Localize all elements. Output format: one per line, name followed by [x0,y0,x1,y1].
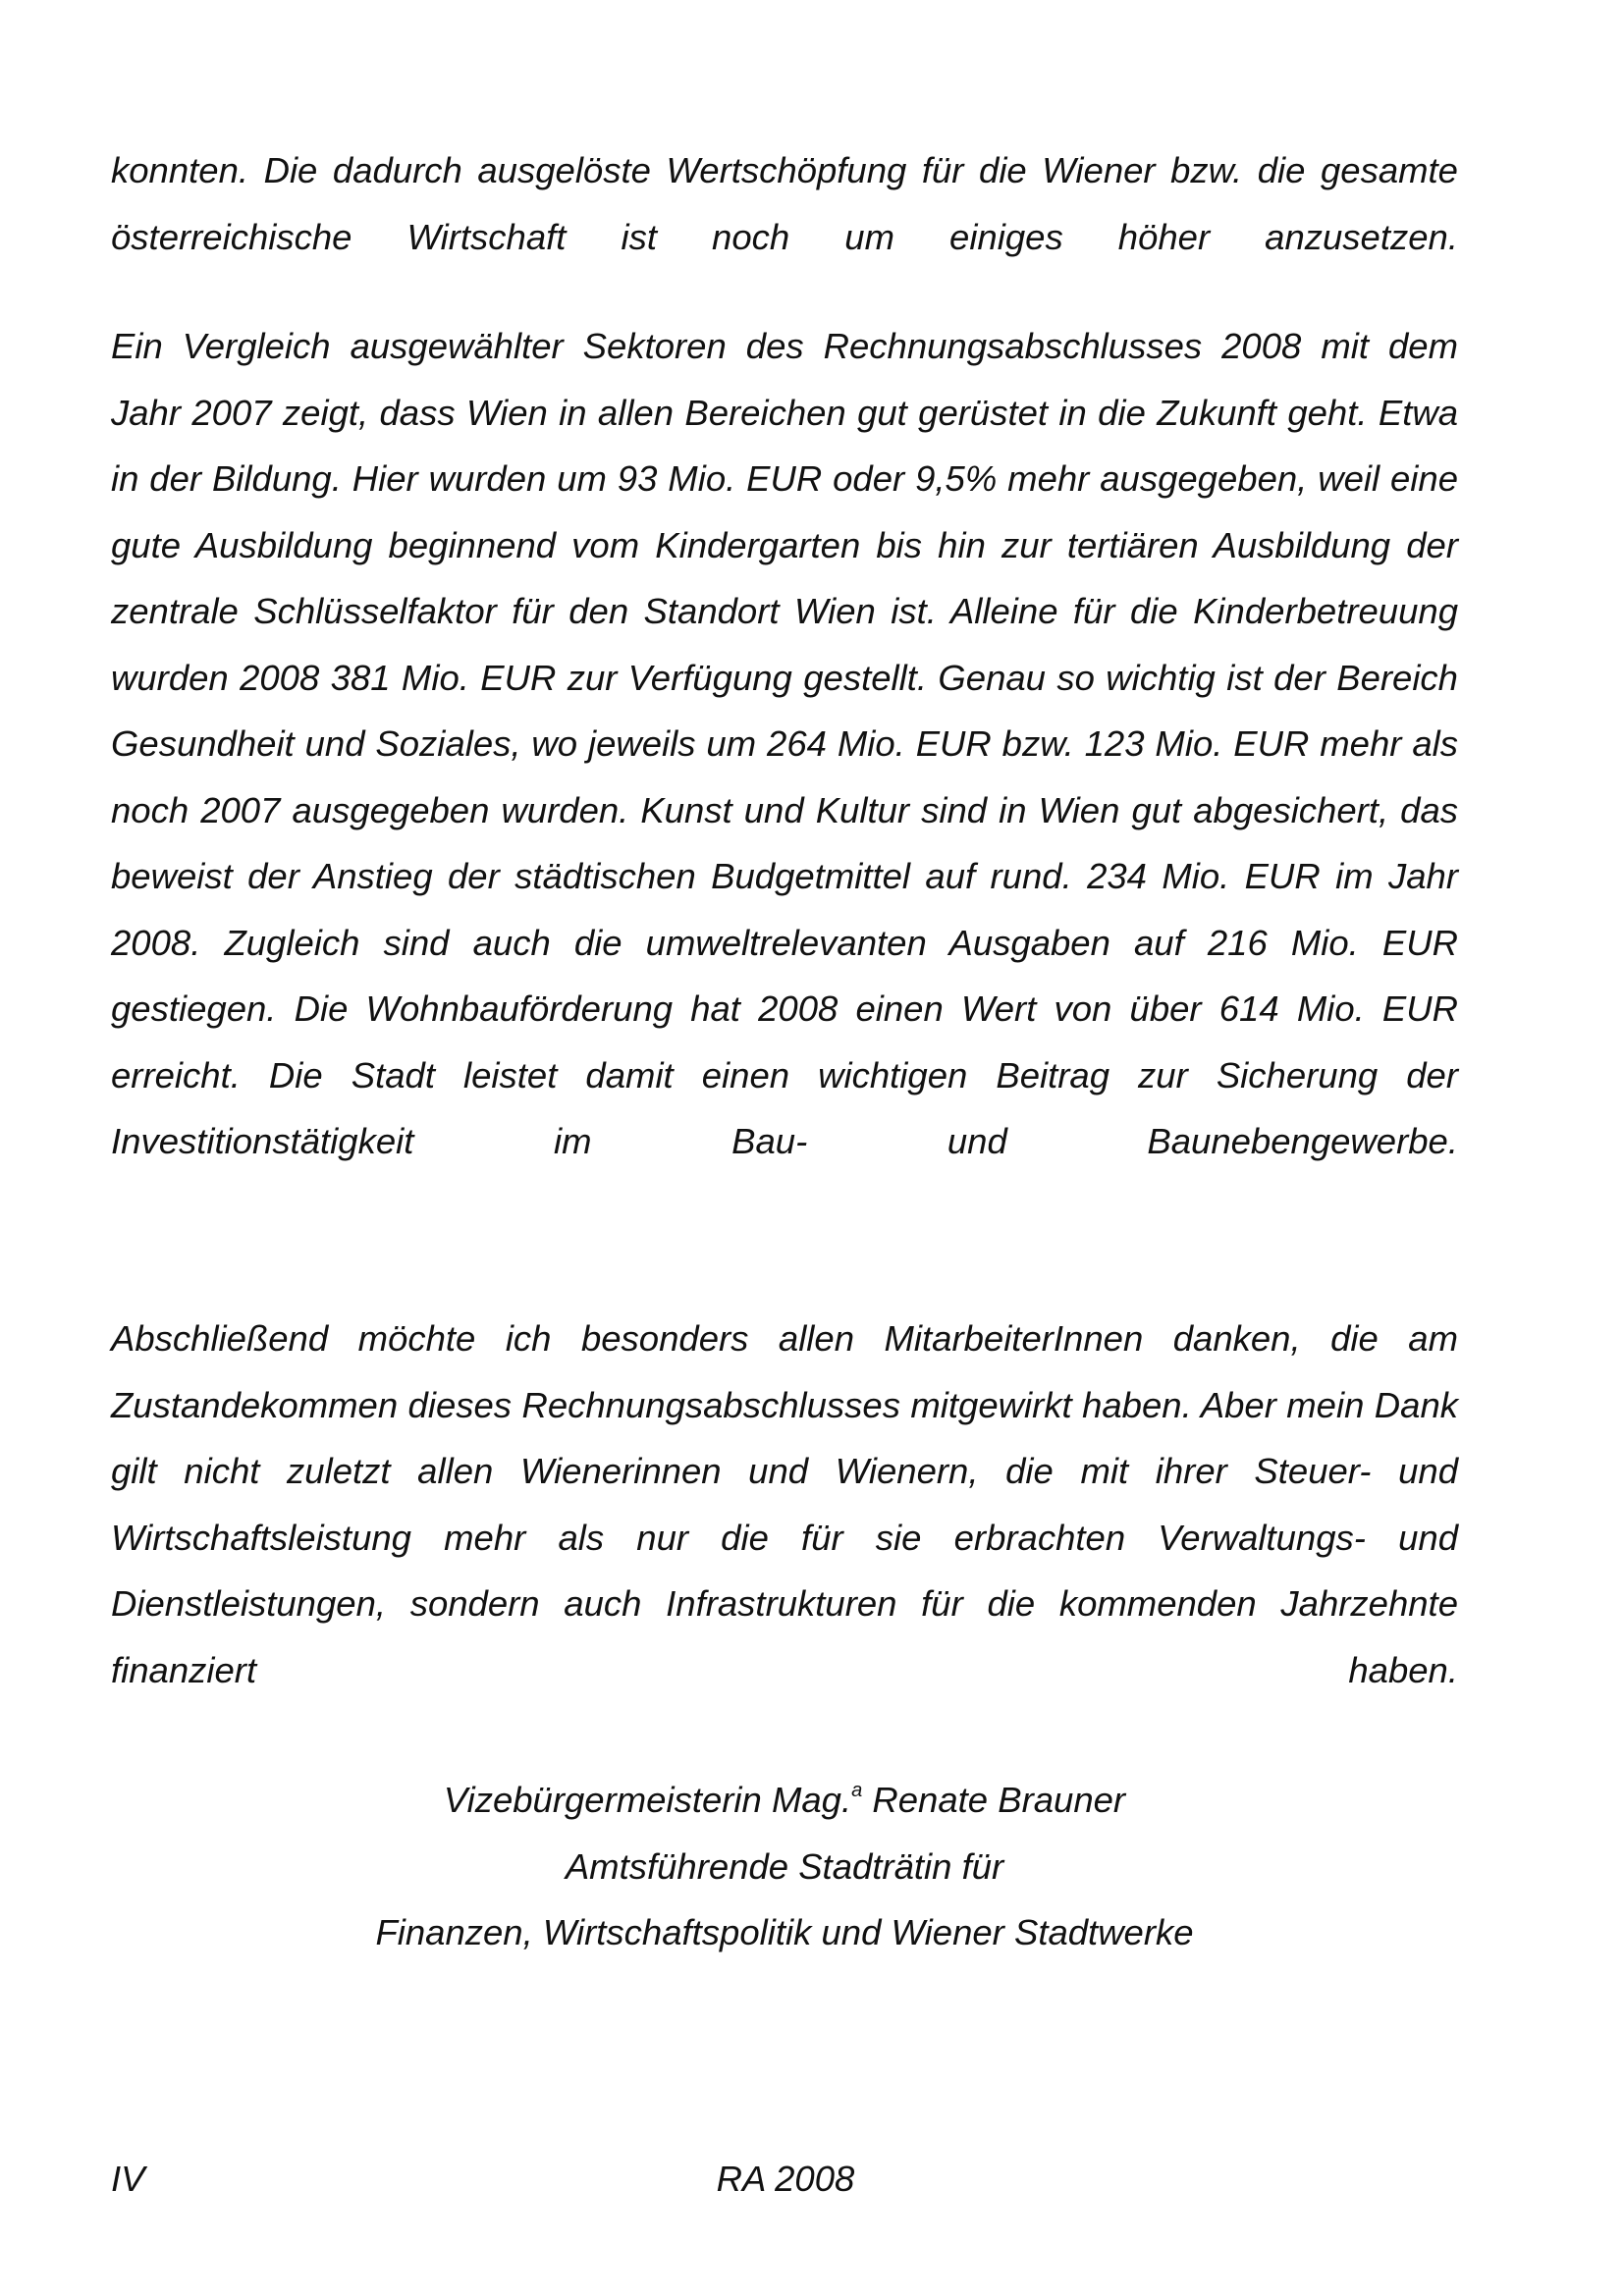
signature-title-superscript: a [851,1780,863,1801]
signature-title-line [111,1767,1458,1834]
footer-page-number: IV [111,2159,145,2199]
paragraph-acknowledgements: Abschließend möchte ich besonders allen MitarbeiterInnen danken, die am Zustandekommen dieses Rechnungsabschlusses mitgewirkt haben. Aber mein Dank gilt nicht zuletzt allen Wienerinnen und Wienern, die mit ihrer Steuer- und Wirtschaftsleistung mehr als nur die für sie erbrachten Verwaltungs- und Dienstleistungen, sondern auch Infrastrukturen für die kommenden Jahrzehnte finanziert haben. [111,1318,1458,1690]
signature-name: Renate Brauner [862,1780,1126,1820]
signature-role: Amtsführende Stadträtin für [565,1845,1004,1887]
paragraph-sector-comparison: Ein Vergleich ausgewählter Sektoren des Rechnungsabschlusses 2008 mit dem Jahr 2007 zeigt, dass Wien in allen Bereichen gut gerüstet in die Zukunft geht. Etwa in der Bildung. Hier wurden um 93 Mio. EUR oder 9,5% mehr ausgegeben, weil eine gute Ausbildung beginnend vom Kindergarten bis hin zur tertiären Ausbildung der zentrale Schlüsselfaktor für den Standort Wien ist. Alleine für die Kinderbetreuung wurden 2008 381 Mio. EUR zur Verfügung gestellt. Genau so wichtig ist der Bereich Gesundheit und Soziales, wo jeweils um 264 Mio. EUR bzw. 123 Mio. EUR mehr als noch 2007 ausgegeben wurden. Kunst und Kultur sind in Wien gut abgesichert, das beweist der Anstieg der städtischen Budgetmittel auf rund. 234 Mio. EUR im Jahr 2008. Zugleich sind auch die umweltrelevanten Ausgaben auf 216 Mio. EUR gestiegen. Die Wohnbauförderung hat 2008 einen Wert von über 614 Mio. EUR erreicht. Die Stadt leistet damit einen wichtigen Beitrag zur Sicherung der Investitionstätigkeit im Bau- und Baunebengewerbe. [111,326,1458,1161]
signature-title-prefix: Vizebürgermeisterin Mag. [443,1780,852,1820]
footer-document-label: RA 2008 [716,2159,855,2199]
signature-block [111,1767,1458,1966]
signature-department: Finanzen, Wirtschaftspolitik und Wiener Stadtwerke [375,1912,1194,1952]
paragraph-value-creation: konnten. Die dadurch ausgelöste Wertschöpfung für die Wiener bzw. die gesamte österreichische Wirtschaft ist noch um einiges höher anzusetzen. [111,150,1458,257]
